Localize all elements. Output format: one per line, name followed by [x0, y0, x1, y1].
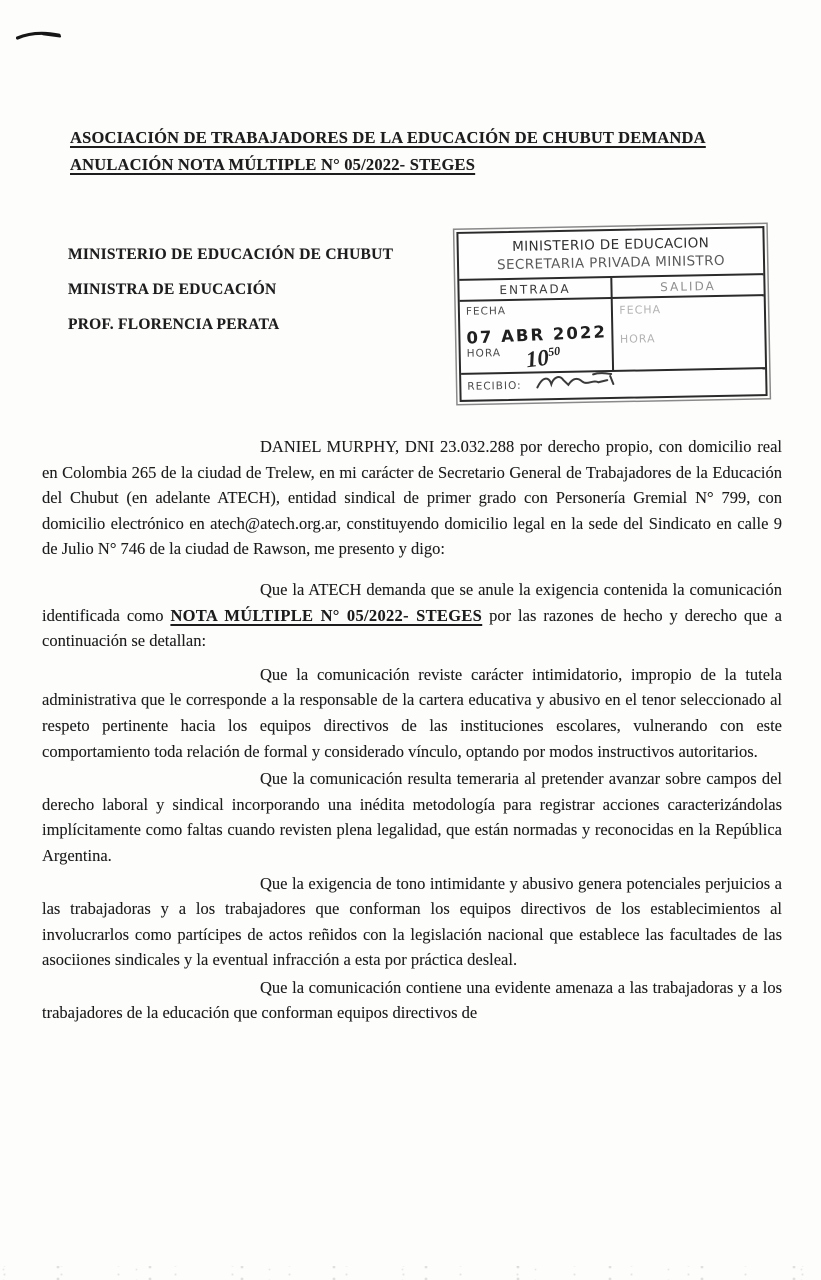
stamp-hora-label: HORA	[466, 347, 502, 361]
stamp-recibio-label: RECIBIO:	[467, 380, 522, 394]
nota-multiple-reference: NOTA MÚLTIPLE N° 05/2022- STEGES	[170, 605, 483, 625]
paragraph-demand	[42, 577, 782, 654]
stamp-header-line1: MINISTERIO DE EDUCACION	[511, 235, 710, 255]
stamp-hora-main: 10	[524, 345, 551, 373]
stamp-recibio-row	[461, 370, 765, 401]
addressee-block	[68, 246, 448, 351]
document-title	[70, 124, 742, 178]
addressee-minister-title: MINISTRA DE EDUCACIÓN	[68, 281, 277, 298]
stamp-fecha-line	[465, 304, 608, 349]
addressee-minister-name: PROF. FLORENCIA PERATA	[68, 316, 280, 333]
stamp-fecha-label: FECHA	[465, 305, 507, 319]
document-title-line2: ANULACIÓN NOTA MÚLTIPLE N° 05/2022- STEGES	[70, 155, 476, 175]
reception-stamp	[456, 226, 767, 402]
paragraph-demand-before: Que la ATECH demanda que se anule la exigencia contenida la comunicación identificada como	[42, 579, 782, 625]
stamp-hora-line	[467, 346, 608, 372]
paragraph-perjuicios: Que la exigencia de tono intimidante y abusivo genera potenciales perjuicios a las trabajadoras y a los trabajadores que conforman los equipos directivos de los establecimientos al involucrarlos como partícipes de actos reñidos con la legislación nacional que establece las facultades de las asociiones sindicales y la eventual infracción a esta por práctica desleal.	[42, 873, 782, 970]
paragraph-demand-after: por las razones de hecho y derecho que a continuación se detallan:	[42, 605, 782, 651]
stamp-header-line2: SECRETARIA PRIVADA MINISTRO	[496, 253, 726, 274]
stamp-salida-hora-label: HORA	[619, 332, 656, 347]
paragraph-introduction: DANIEL MURPHY, DNI 23.032.288 por derecho propio, con domicilio real en Colombia 265 de la ciudad de Trelew, en mi carácter de Secretario General de Trabajadores de la Educación del Chubut (en adelante ATECH), entidad sindical de primer grado con Personería Gremial N° 799, con domicilio electrónico en atech@atech.org.ar, constituyendo domicilio legal en la sede del Sindicato en calle 9 de Julio N° 746 de la ciudad de Rawson, me presento y digo:	[42, 437, 782, 559]
stamp-salida-label: SALIDA	[660, 279, 716, 295]
recibio-signature-scribble	[535, 370, 639, 394]
stamp-salida-cell	[613, 297, 765, 371]
paragraph-temeraria: Que la comunicación resulta temeraria al pretender avanzar sobre campos del derecho laboral y sindical incorporando una inédita metodología para registrar acciones caracterizándolas implícitamente como faltas cuando revisten plena legalidad, que están normadas y reconocidas en la República Argentina.	[42, 769, 782, 865]
stamp-salida-fecha-label: FECHA	[619, 303, 662, 318]
document-body	[42, 434, 782, 1026]
stamp-hora-sup: 50	[547, 344, 562, 360]
document-title-line1: ASOCIACIÓN DE TRABAJADORES DE LA EDUCACIÓN DE CHUBUT DEMANDA	[70, 128, 706, 147]
stamp-hora-handwritten	[525, 345, 563, 372]
stamp-entrada-cell	[460, 299, 615, 373]
scan-noise-band	[0, 1266, 821, 1280]
paragraph-amenaza: Que la comunicación contiene una evidente amenaza a las trabajadoras y a los trabajadores de la educación que conforman equipos directivos de	[42, 977, 782, 1023]
addressee-ministry: MINISTERIO DE EDUCACIÓN DE CHUBUT	[68, 246, 394, 263]
stamp-entrada-label: ENTRADA	[459, 278, 612, 300]
paragraph-intimidatory: Que la comunicación reviste carácter intimidatorio, impropio de la tutela administrativa que le corresponde a la responsable de la cartera educativa y abusivo en el tenor seleccionado al respeto pertinente hacia los equipos directivos de las instituciones escolares, vulnerando con este comportamiento toda relación de formal y considerado vínculo, optando por modos instructivos autoritarios.	[42, 664, 782, 761]
stamp-date-value: 07 ABR 2022	[466, 322, 608, 349]
pen-mark-artifact	[16, 27, 68, 47]
stamp-header	[458, 228, 763, 281]
stamp-main-row	[460, 297, 765, 376]
